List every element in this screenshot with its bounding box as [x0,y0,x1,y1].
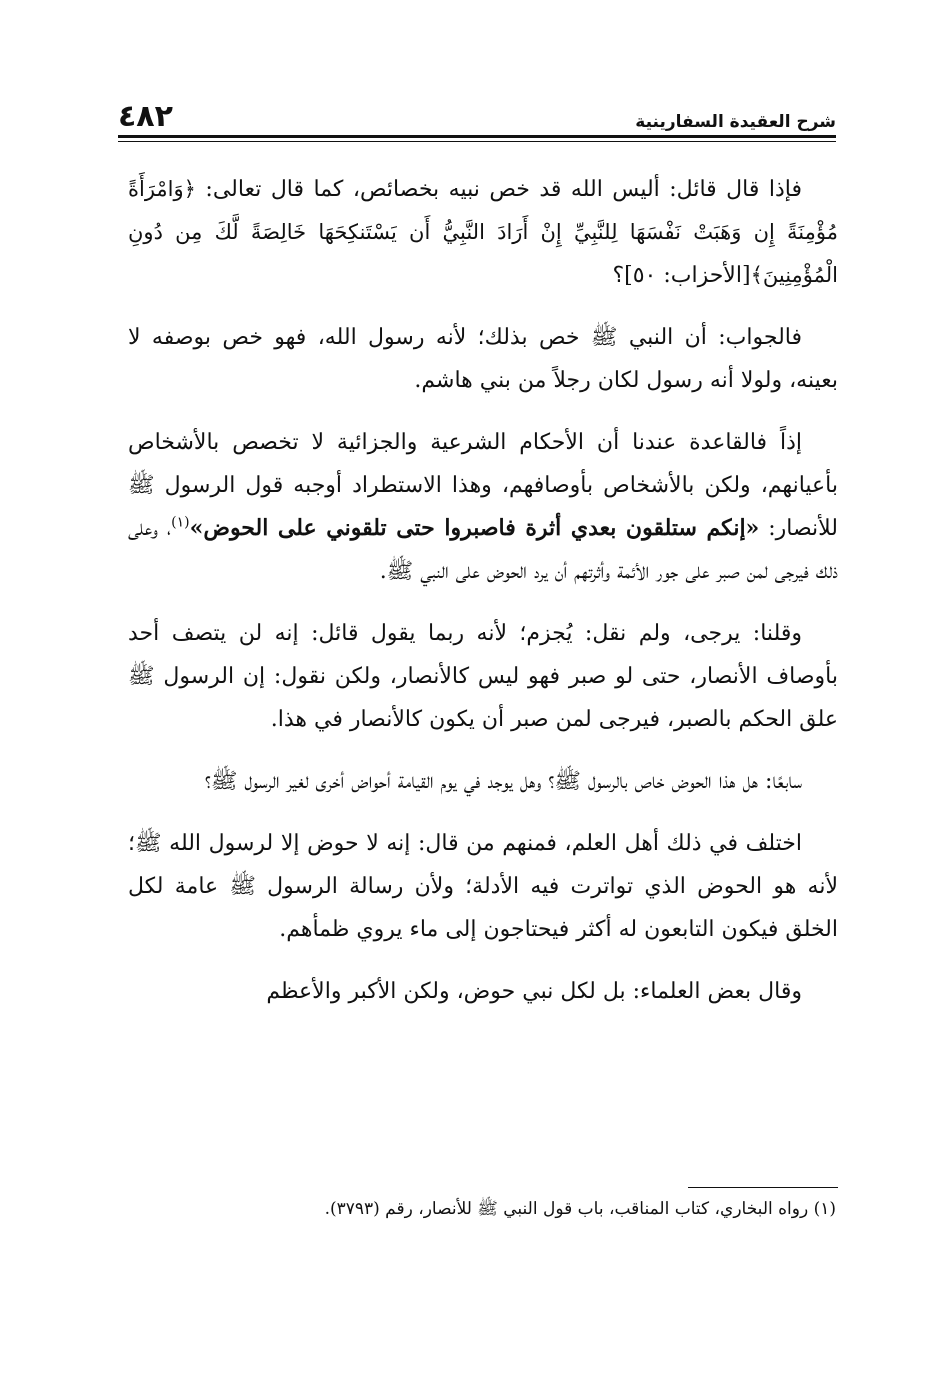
paragraph-seventh: سابعًا: هل هذا الحوض خاص بالرسول ﷺ؟ وهل يوجد في يوم القيامة أحواض أخرى لغير الرسول ﷺ؟ [204,769,802,794]
footnote: (١) رواه البخاري، كتاب المناقب، باب قول النبي ﷺ للأنصار، رقم (٣٧٩٣). [324,1199,836,1219]
paragraph-other-view: وقال بعض العلماء: بل لكل نبي حوض، ولكن الأكبر والأعظم [266,979,802,1004]
header-rule [118,135,836,142]
quran-verse: ﴿وَامْرَأَةً مُؤْمِنَةً إِن وَهَبَتْ نَفْسَهَا لِلنَّبِيِّ إِنْ أَرَادَ النَّبِيُّ أَن يَسْتَنكِحَهَا خَالِصَةً لَّكَ مِن دُونِ الْمُؤْمِنِينَ﴾ [128,177,838,287]
paragraph-note: وقلنا: يرجى، ولم نقل: يُجزم؛ لأنه ربما يقول قائل: إنه لن يتصف أحد بأوصاف الأنصار، حتى لو صبر فهو ليس كالأنصار، ولكن نقول: إن الرسول ﷺ علق الحكم بالصبر، فيرجى لمن صبر أن يكون كالأنصار في هذا. [128,621,838,732]
paragraph-text: إذاً فالقاعدة عندنا أن الأحكام الشرعية والجزائية لا تخصص بالأشخاص بأعيانهم، ولكن بالأشخاص بأوصافهم، وهذا الاستطراد أوجبه قول الرسول ﷺ للأنصار: [128,430,839,541]
verse-reference: [الأحزاب: ٥٠]؟ [612,263,751,288]
footnote-marker[interactable]: (١) [171,514,190,531]
page-body [128,168,838,1032]
footnote-rule [688,1187,838,1188]
hadith-quote: «إنكم ستلقون بعدي أثرة فاصبروا حتى تلقوني على الحوض» [189,515,760,541]
page-header [118,92,836,132]
paragraph-question [128,168,838,297]
paragraph-answer: فالجواب: أن النبي ﷺ خص بذلك؛ لأنه رسول الله، فهو خص بوصفه لا بعينه، ولولا أنه رسول لكان رجلاً من بني هاشم. [128,325,838,393]
page-number: ٤٨٢ [118,99,173,134]
paragraph-text: ، وعلى ذلك فيرجى لمن صبر على جور الأئمة وأثرتهم أن يرد الحوض على النبي ﷺ. [128,516,838,584]
paragraph-rule [128,421,838,593]
paragraph-disagreement: اختلف في ذلك أهل العلم، فمنهم من قال: إنه لا حوض إلا لرسول الله ﷺ؛ لأنه هو الحوض الذي تواترت فيه الأدلة؛ ولأن رسالة الرسول ﷺ عامة لكل الخلق فيكون التابعون له أكثر فيحتاجون إلى ماء يروي ظمأهم. [128,831,838,942]
paragraph-text: فإذا قال قائل: أليس الله قد خص نبيه بخصائص، كما قال تعالى: [195,177,802,202]
running-title: شرح العقيدة السفارينية [635,112,836,132]
